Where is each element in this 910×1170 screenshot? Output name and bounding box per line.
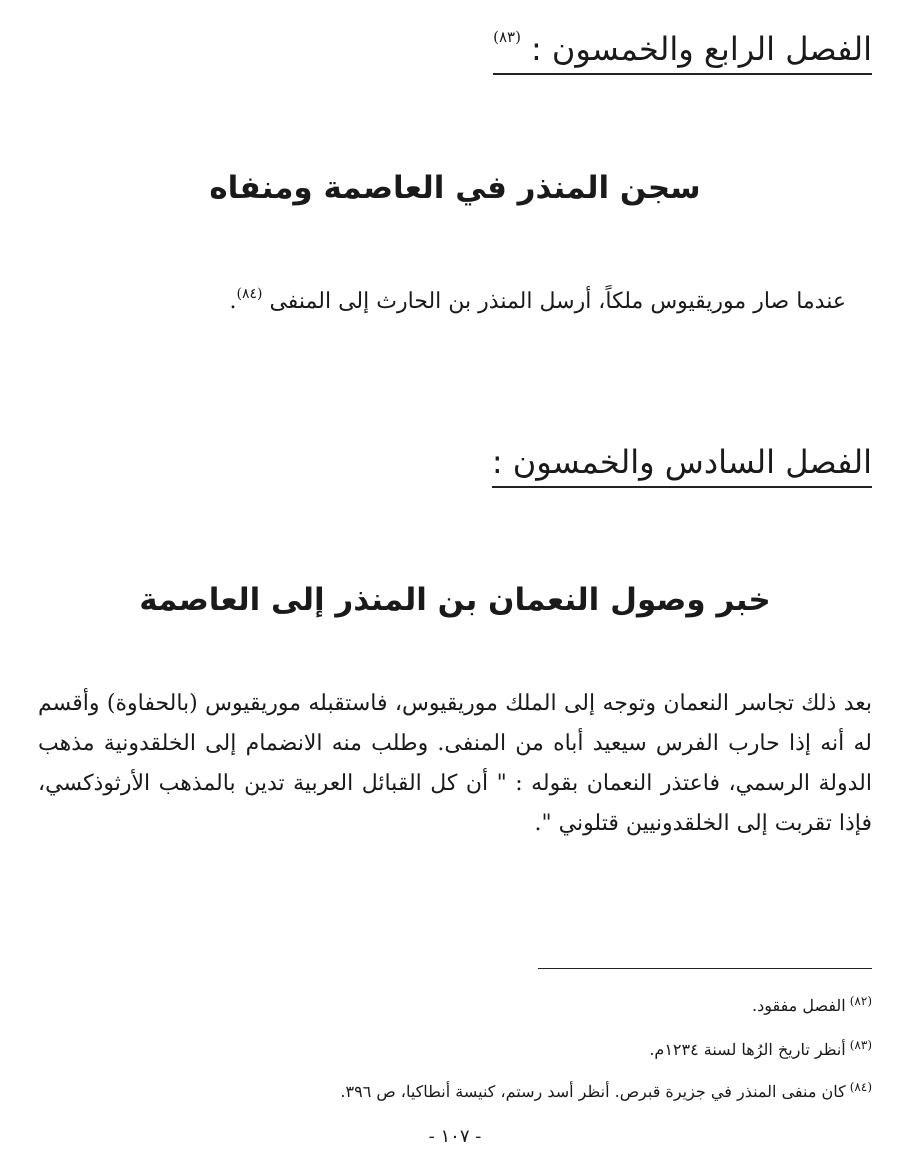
section-1-title: سجن المنذر في العاصمة ومنفاه (209, 170, 701, 206)
footnote-82-text: الفصل مفقود. (752, 996, 846, 1015)
chapter-54-title: الفصل الرابع والخمسون : (530, 30, 872, 68)
footnote-83-text: أنظر تاريخ الرُها لسنة ١٢٣٤م. (649, 1040, 846, 1059)
chapter-56-heading (492, 442, 872, 488)
footnote-separator (538, 968, 872, 969)
chapter-56-title: الفصل السادس والخمسون : (491, 443, 872, 481)
footnote-84-number: (٨٤) (849, 1080, 872, 1094)
chapter-54-heading (493, 28, 872, 75)
section-2-text: بعد ذلك تجاسر النعمان وتوجه إلى الملك موريقيوس، فاستقبله موريقيوس (بالحفاوة) وأقسم له أنه إذا حارب الفرس سيعيد أباه من المنفى. وطلب منه الانضمام إلى الخلقدونية مذهب الدولة الرسمي، فاعتذر النعمان بقوله : " أن كل القبائل العربية تدين بالمذهب الأرثوذكسي، فإذا تقربت إلى الخلقدونيين قتلوني ". (38, 691, 872, 836)
footnote-82 (752, 990, 872, 1017)
footnote-82-number: (٨٢) (849, 994, 872, 1008)
section-1-paragraph (38, 274, 846, 322)
footnote-83-number: (٨٣) (849, 1038, 872, 1052)
footnote-84 (340, 1076, 872, 1103)
section-1-end-mark: . (229, 289, 237, 314)
section-1-note-ref: (٨٤) (236, 286, 263, 302)
footnote-83 (649, 1034, 872, 1061)
section-2-title: خبر وصول النعمان بن المنذر إلى العاصمة (139, 582, 771, 618)
footnote-84-text: كان منفى المنذر في جزيرة قبرص. أنظر أسد رستم، كنيسة أنطاكيا، ص ٣٩٦. (340, 1082, 846, 1101)
page-number: - ١٠٧ - (428, 1126, 482, 1147)
section-1-text: عندما صار موريقيوس ملكاً، أرسل المنذر بن الحارث إلى المنفى (269, 289, 846, 314)
section-2-paragraph (38, 684, 872, 844)
chapter-54-note-ref: (٨٣) (493, 28, 521, 46)
